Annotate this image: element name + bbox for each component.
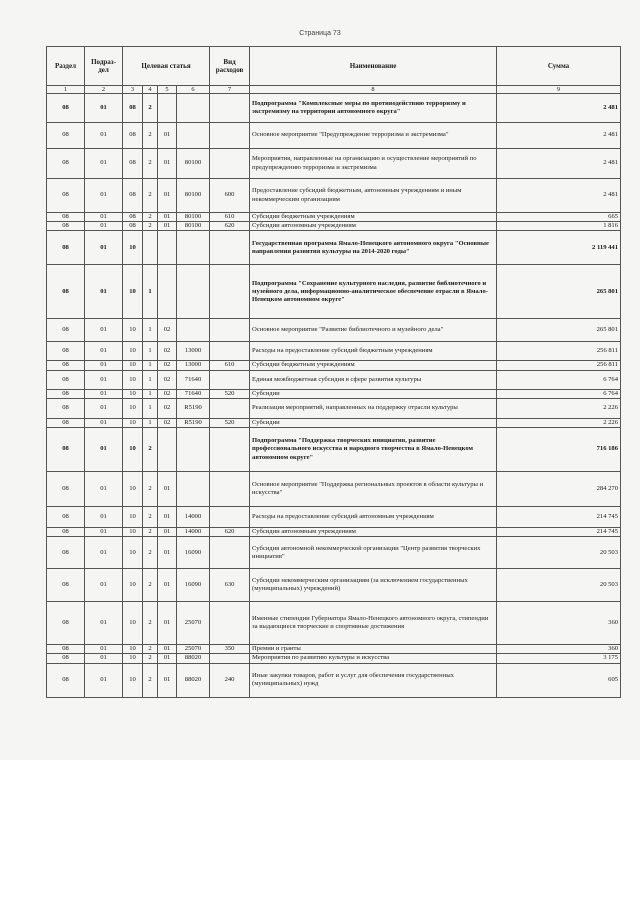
name-cell: Именные стипендии Губернатора Ямало-Ненецкого автономного округа, стипендии за выдающиеся творческие и спортивные достижения: [250, 602, 497, 645]
event-code-cell: 01: [158, 472, 177, 507]
expense-type-cell: [210, 537, 250, 569]
col-index: 3: [123, 86, 143, 94]
table-row: [47, 645, 621, 654]
razdel-cell: 08: [47, 663, 85, 697]
razdel-cell: 08: [47, 213, 85, 222]
expense-type-cell: [210, 507, 250, 528]
direction-code-cell: 13000: [177, 361, 210, 370]
event-code-cell: 01: [158, 537, 177, 569]
subprogram-code-cell: 2: [143, 663, 158, 697]
table-row: [47, 179, 621, 213]
table-row: [47, 537, 621, 569]
table-row: [47, 528, 621, 537]
name-cell: Реализация мероприятий, направленных на поддержку отрасли культуры: [250, 398, 497, 418]
amount-cell: 2 226: [497, 418, 621, 427]
direction-code-cell: 71640: [177, 370, 210, 389]
program-code-cell: 10: [123, 645, 143, 654]
razdel-cell: 08: [47, 645, 85, 654]
podrazdel-cell: 01: [85, 222, 123, 231]
expense-type-cell: [210, 428, 250, 472]
subprogram-code-cell: 2: [143, 94, 158, 123]
razdel-cell: 08: [47, 654, 85, 663]
amount-cell: 605: [497, 663, 621, 697]
program-code-cell: 10: [123, 319, 143, 342]
subprogram-code-cell: 2: [143, 472, 158, 507]
amount-cell: 2 481: [497, 94, 621, 123]
razdel-cell: 08: [47, 569, 85, 602]
amount-cell: 20 503: [497, 569, 621, 602]
expense-type-cell: [210, 398, 250, 418]
podrazdel-cell: 01: [85, 123, 123, 149]
podrazdel-cell: 01: [85, 389, 123, 398]
table-row: [47, 602, 621, 645]
podrazdel-cell: 01: [85, 342, 123, 361]
razdel-cell: 08: [47, 602, 85, 645]
table-row: [47, 654, 621, 663]
name-cell: Субсидии: [250, 389, 497, 398]
name-cell: Субсидии некоммерческим организациям (за исключением государственных (муниципальных) учреждений): [250, 569, 497, 602]
podrazdel-cell: 01: [85, 361, 123, 370]
program-code-cell: 10: [123, 507, 143, 528]
amount-cell: 665: [497, 213, 621, 222]
table-row: [47, 265, 621, 319]
program-code-cell: 10: [123, 231, 143, 265]
event-code-cell: [158, 428, 177, 472]
name-cell: Субсидии бюджетным учреждениям: [250, 213, 497, 222]
podrazdel-cell: 01: [85, 319, 123, 342]
expense-type-cell: 520: [210, 418, 250, 427]
program-code-cell: 10: [123, 602, 143, 645]
name-cell: Основное мероприятие "Предупреждение терроризма и экстремизма": [250, 123, 497, 149]
direction-code-cell: [177, 319, 210, 342]
expense-type-cell: [210, 265, 250, 319]
program-code-cell: 10: [123, 472, 143, 507]
col-index: 1: [47, 86, 85, 94]
col-index: 7: [210, 86, 250, 94]
page-number: Страница 73: [299, 30, 341, 37]
subprogram-code-cell: 2: [143, 213, 158, 222]
amount-cell: 1 816: [497, 222, 621, 231]
expense-type-cell: 620: [210, 528, 250, 537]
program-code-cell: 08: [123, 213, 143, 222]
header-razdel: Раздел: [47, 47, 85, 86]
podrazdel-cell: 01: [85, 472, 123, 507]
expense-type-cell: [210, 342, 250, 361]
direction-code-cell: R5190: [177, 418, 210, 427]
col-index: 9: [497, 86, 621, 94]
table-row: [47, 569, 621, 602]
direction-code-cell: 13000: [177, 342, 210, 361]
table-row: [47, 94, 621, 123]
razdel-cell: 08: [47, 265, 85, 319]
subprogram-code-cell: 2: [143, 428, 158, 472]
expense-type-cell: [210, 231, 250, 265]
program-code-cell: 10: [123, 398, 143, 418]
razdel-cell: 08: [47, 361, 85, 370]
podrazdel-cell: 01: [85, 370, 123, 389]
razdel-cell: 08: [47, 370, 85, 389]
amount-cell: 265 801: [497, 319, 621, 342]
subprogram-code-cell: 1: [143, 342, 158, 361]
razdel-cell: 08: [47, 537, 85, 569]
razdel-cell: 08: [47, 507, 85, 528]
direction-code-cell: R5190: [177, 398, 210, 418]
name-cell: Государственная программа Ямало-Ненецкого автономного округа "Основные направления развития культуры на 2014-2020 годы": [250, 231, 497, 265]
direction-code-cell: [177, 428, 210, 472]
direction-code-cell: 88020: [177, 654, 210, 663]
expense-type-cell: [210, 149, 250, 179]
expense-type-cell: 240: [210, 663, 250, 697]
header-vid-raskhodov: Вид расходов: [210, 47, 250, 86]
podrazdel-cell: 01: [85, 569, 123, 602]
event-code-cell: [158, 94, 177, 123]
razdel-cell: 08: [47, 123, 85, 149]
name-cell: Субсидии автономным учреждениям: [250, 222, 497, 231]
name-cell: Основное мероприятие "Развитие библиотечного и музейного дела": [250, 319, 497, 342]
expense-type-cell: 620: [210, 222, 250, 231]
amount-cell: 214 745: [497, 507, 621, 528]
event-code-cell: [158, 231, 177, 265]
expense-type-cell: 600: [210, 179, 250, 213]
event-code-cell: 01: [158, 507, 177, 528]
subprogram-code-cell: 1: [143, 418, 158, 427]
expense-type-cell: [210, 602, 250, 645]
subprogram-code-cell: 1: [143, 370, 158, 389]
razdel-cell: 08: [47, 428, 85, 472]
direction-code-cell: [177, 231, 210, 265]
table-row: [47, 213, 621, 222]
subprogram-code-cell: [143, 231, 158, 265]
event-code-cell: 02: [158, 319, 177, 342]
event-code-cell: 01: [158, 569, 177, 602]
program-code-cell: 10: [123, 389, 143, 398]
event-code-cell: 02: [158, 342, 177, 361]
expense-type-cell: 610: [210, 213, 250, 222]
col-index: 2: [85, 86, 123, 94]
header-celevaya-statya: Целевая статья: [123, 47, 210, 86]
podrazdel-cell: 01: [85, 428, 123, 472]
direction-code-cell: [177, 265, 210, 319]
name-cell: Основное мероприятие "Поддержка региональных проектов в области культуры и искусства": [250, 472, 497, 507]
podrazdel-cell: 01: [85, 645, 123, 654]
name-cell: Предоставление субсидий бюджетным, автономным учреждениям и иным некоммерческим организациям: [250, 179, 497, 213]
podrazdel-cell: 01: [85, 663, 123, 697]
event-code-cell: 01: [158, 179, 177, 213]
program-code-cell: 10: [123, 418, 143, 427]
name-cell: Подпрограмма "Поддержка творческих инициатив, развитие профессионального искусства и народного творчества в Ямало-Ненецком автономном округе": [250, 428, 497, 472]
podrazdel-cell: 01: [85, 231, 123, 265]
name-cell: Субсидии: [250, 418, 497, 427]
amount-cell: 256 811: [497, 342, 621, 361]
expense-type-cell: [210, 94, 250, 123]
program-code-cell: 10: [123, 361, 143, 370]
name-cell: Мероприятия по развитию культуры и искусства: [250, 654, 497, 663]
program-code-cell: 08: [123, 123, 143, 149]
expense-type-cell: 630: [210, 569, 250, 602]
program-code-cell: 10: [123, 265, 143, 319]
expense-type-cell: [210, 123, 250, 149]
direction-code-cell: [177, 123, 210, 149]
amount-cell: 2 119 441: [497, 231, 621, 265]
razdel-cell: 08: [47, 94, 85, 123]
program-code-cell: 10: [123, 370, 143, 389]
podrazdel-cell: 01: [85, 398, 123, 418]
event-code-cell: 02: [158, 370, 177, 389]
expense-type-cell: 520: [210, 389, 250, 398]
expense-type-cell: [210, 319, 250, 342]
amount-cell: 2 226: [497, 398, 621, 418]
podrazdel-cell: 01: [85, 94, 123, 123]
subprogram-code-cell: 2: [143, 645, 158, 654]
table-row: [47, 222, 621, 231]
program-code-cell: 10: [123, 654, 143, 663]
header-podrazdel: Подраз-дел: [85, 47, 123, 86]
program-code-cell: 10: [123, 537, 143, 569]
direction-code-cell: 16090: [177, 569, 210, 602]
expense-type-cell: [210, 472, 250, 507]
subprogram-code-cell: 1: [143, 265, 158, 319]
budget-table: [46, 46, 621, 698]
razdel-cell: 08: [47, 149, 85, 179]
table-row: [47, 507, 621, 528]
amount-cell: 2 481: [497, 123, 621, 149]
program-code-cell: 10: [123, 528, 143, 537]
program-code-cell: 10: [123, 663, 143, 697]
name-cell: Субсидии бюджетным учреждениям: [250, 361, 497, 370]
program-code-cell: 08: [123, 149, 143, 179]
subprogram-code-cell: 2: [143, 569, 158, 602]
direction-code-cell: 88020: [177, 663, 210, 697]
amount-cell: 3 175: [497, 654, 621, 663]
event-code-cell: 02: [158, 418, 177, 427]
table-row: [47, 418, 621, 427]
podrazdel-cell: 01: [85, 149, 123, 179]
subprogram-code-cell: 2: [143, 179, 158, 213]
table-row: [47, 361, 621, 370]
table-body: [47, 94, 621, 698]
direction-code-cell: 80100: [177, 179, 210, 213]
name-cell: Расходы на предоставление субсидий автономным учреждениям: [250, 507, 497, 528]
expense-type-cell: 610: [210, 361, 250, 370]
razdel-cell: 08: [47, 418, 85, 427]
table-row: [47, 342, 621, 361]
event-code-cell: 01: [158, 602, 177, 645]
event-code-cell: 01: [158, 528, 177, 537]
podrazdel-cell: 01: [85, 179, 123, 213]
header-summa: Сумма: [497, 47, 621, 86]
razdel-cell: 08: [47, 179, 85, 213]
col-index: 4: [143, 86, 158, 94]
amount-cell: 265 801: [497, 265, 621, 319]
name-cell: Субсидия автономной некоммерческой организации "Центр развития творческих инициатив": [250, 537, 497, 569]
subprogram-code-cell: 2: [143, 537, 158, 569]
subprogram-code-cell: 1: [143, 398, 158, 418]
direction-code-cell: 25070: [177, 645, 210, 654]
direction-code-cell: 14000: [177, 528, 210, 537]
table-row: [47, 319, 621, 342]
subprogram-code-cell: 2: [143, 602, 158, 645]
direction-code-cell: 25070: [177, 602, 210, 645]
subprogram-code-cell: 2: [143, 507, 158, 528]
subprogram-code-cell: 2: [143, 528, 158, 537]
name-cell: Расходы на предоставление субсидий бюджетным учреждениям: [250, 342, 497, 361]
subprogram-code-cell: 2: [143, 123, 158, 149]
razdel-cell: 08: [47, 231, 85, 265]
event-code-cell: 01: [158, 149, 177, 179]
program-code-cell: 08: [123, 94, 143, 123]
name-cell: Премии и гранты: [250, 645, 497, 654]
razdel-cell: 08: [47, 528, 85, 537]
program-code-cell: 10: [123, 342, 143, 361]
expense-type-cell: 350: [210, 645, 250, 654]
event-code-cell: 01: [158, 645, 177, 654]
table-row: [47, 123, 621, 149]
subprogram-code-cell: 2: [143, 654, 158, 663]
razdel-cell: 08: [47, 389, 85, 398]
program-code-cell: 08: [123, 179, 143, 213]
table-row: [47, 389, 621, 398]
subprogram-code-cell: 2: [143, 149, 158, 179]
event-code-cell: 01: [158, 123, 177, 149]
event-code-cell: [158, 265, 177, 319]
event-code-cell: 02: [158, 389, 177, 398]
amount-cell: 360: [497, 645, 621, 654]
name-cell: Единая межбюджетная субсидия в сфере развития культуры: [250, 370, 497, 389]
subprogram-code-cell: 1: [143, 361, 158, 370]
table-row: [47, 428, 621, 472]
table-row: [47, 472, 621, 507]
amount-cell: 360: [497, 602, 621, 645]
event-code-cell: 01: [158, 663, 177, 697]
expense-type-cell: [210, 370, 250, 389]
podrazdel-cell: 01: [85, 528, 123, 537]
amount-cell: 284 270: [497, 472, 621, 507]
direction-code-cell: 80100: [177, 149, 210, 179]
podrazdel-cell: 01: [85, 507, 123, 528]
razdel-cell: 08: [47, 472, 85, 507]
podrazdel-cell: 01: [85, 602, 123, 645]
column-index-row: [47, 86, 621, 94]
event-code-cell: 01: [158, 222, 177, 231]
direction-code-cell: 16090: [177, 537, 210, 569]
podrazdel-cell: 01: [85, 265, 123, 319]
razdel-cell: 08: [47, 342, 85, 361]
razdel-cell: 08: [47, 398, 85, 418]
program-code-cell: 10: [123, 569, 143, 602]
podrazdel-cell: 01: [85, 537, 123, 569]
amount-cell: 20 503: [497, 537, 621, 569]
table-row: [47, 398, 621, 418]
podrazdel-cell: 01: [85, 418, 123, 427]
razdel-cell: 08: [47, 319, 85, 342]
table-row: [47, 663, 621, 697]
subprogram-code-cell: 1: [143, 319, 158, 342]
name-cell: Подпрограмма "Сохранение культурного наследия, развитие библиотечного и музейного дела, информационно-аналитическое обеспечение отрасли в Ямало-Ненецком автономном округе": [250, 265, 497, 319]
header-row: [47, 47, 621, 86]
col-index: 5: [158, 86, 177, 94]
name-cell: Подпрограмма "Комплексные меры по противодействию терроризму и экстремизму на территории автономного округа": [250, 94, 497, 123]
direction-code-cell: [177, 472, 210, 507]
amount-cell: 2 481: [497, 179, 621, 213]
direction-code-cell: [177, 94, 210, 123]
table-row: [47, 231, 621, 265]
col-index: 6: [177, 86, 210, 94]
expense-type-cell: [210, 654, 250, 663]
amount-cell: 6 764: [497, 389, 621, 398]
subprogram-code-cell: 1: [143, 389, 158, 398]
name-cell: Субсидии автономным учреждениям: [250, 528, 497, 537]
razdel-cell: 08: [47, 222, 85, 231]
subprogram-code-cell: 2: [143, 222, 158, 231]
direction-code-cell: 71640: [177, 389, 210, 398]
amount-cell: 6 764: [497, 370, 621, 389]
program-code-cell: 10: [123, 428, 143, 472]
podrazdel-cell: 01: [85, 654, 123, 663]
name-cell: Иные закупки товаров, работ и услуг для обеспечения государственных (муниципальных) нужд: [250, 663, 497, 697]
name-cell: Мероприятия, направленные на организацию и осуществление мероприятий по предупреждению терроризма и экстремизма: [250, 149, 497, 179]
table-row: [47, 149, 621, 179]
event-code-cell: 02: [158, 361, 177, 370]
amount-cell: 2 481: [497, 149, 621, 179]
podrazdel-cell: 01: [85, 213, 123, 222]
direction-code-cell: 80100: [177, 222, 210, 231]
amount-cell: 214 745: [497, 528, 621, 537]
event-code-cell: 01: [158, 213, 177, 222]
event-code-cell: 01: [158, 654, 177, 663]
amount-cell: 716 186: [497, 428, 621, 472]
amount-cell: 256 811: [497, 361, 621, 370]
direction-code-cell: 14000: [177, 507, 210, 528]
event-code-cell: 02: [158, 398, 177, 418]
program-code-cell: 08: [123, 222, 143, 231]
header-naimenovanie: Наименование: [250, 47, 497, 86]
col-index: 8: [250, 86, 497, 94]
direction-code-cell: 80100: [177, 213, 210, 222]
table-row: [47, 370, 621, 389]
